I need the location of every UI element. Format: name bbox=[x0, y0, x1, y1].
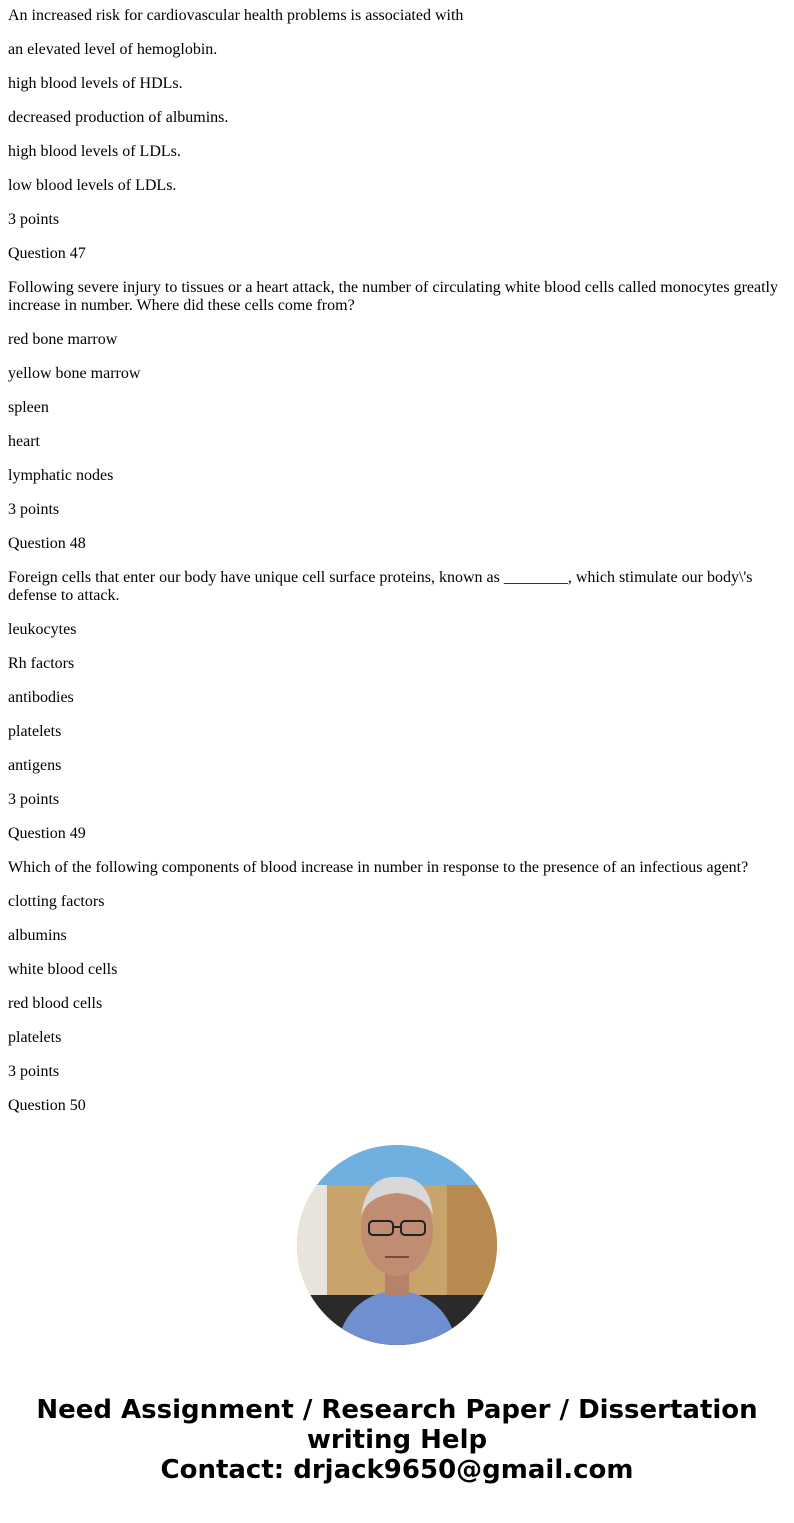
text-line: red bone marrow bbox=[8, 331, 118, 348]
text-line: yellow bone marrow bbox=[8, 365, 141, 382]
text-line: Following severe injury to tissues or a heart attack, the number of circulating white blood cells called monocytes greatly increase in number. Where did these cells come from? bbox=[8, 279, 778, 314]
text-line: An increased risk for cardiovascular health problems is associated with bbox=[8, 7, 464, 24]
promo-banner bbox=[0, 1395, 794, 1485]
text-line: high blood levels of HDLs. bbox=[8, 75, 183, 92]
text-line: Rh factors bbox=[8, 655, 75, 672]
text-line: lymphatic nodes bbox=[8, 467, 114, 484]
points-label: 3 points bbox=[8, 211, 60, 228]
text-line: Which of the following components of blood increase in number in response to the presence of an infectious agent? bbox=[8, 859, 749, 876]
text-line: heart bbox=[8, 433, 40, 450]
points-label: 3 points bbox=[8, 791, 60, 808]
question-content bbox=[8, 7, 786, 1115]
text-line: decreased production of albumins. bbox=[8, 109, 229, 126]
question-number: Question 49 bbox=[8, 825, 86, 842]
question-number: Question 48 bbox=[8, 535, 86, 552]
points-label: 3 points bbox=[8, 1063, 60, 1080]
author-photo bbox=[297, 1145, 497, 1345]
text-line: antibodies bbox=[8, 689, 74, 706]
promo-headline: Need Assignment / Research Paper / Dissertation writing Help bbox=[36, 1395, 758, 1455]
promo-contact: Contact: drjack9650@gmail.com bbox=[160, 1455, 634, 1485]
author-photo-container bbox=[8, 1145, 786, 1345]
text-line: clotting factors bbox=[8, 893, 105, 910]
text-line: platelets bbox=[8, 723, 62, 740]
text-line: an elevated level of hemoglobin. bbox=[8, 41, 218, 58]
text-line: high blood levels of LDLs. bbox=[8, 143, 181, 160]
question-number: Question 47 bbox=[8, 245, 86, 262]
text-line: spleen bbox=[8, 399, 49, 416]
text-line: white blood cells bbox=[8, 961, 118, 978]
text-line: Foreign cells that enter our body have unique cell surface proteins, known as ________, which stimulate our body\'s defense to attack. bbox=[8, 569, 753, 604]
question-number: Question 50 bbox=[8, 1097, 86, 1114]
text-line: antigens bbox=[8, 757, 62, 774]
text-line: albumins bbox=[8, 927, 67, 944]
points-label: 3 points bbox=[8, 501, 60, 518]
text-line: red blood cells bbox=[8, 995, 103, 1012]
text-line: platelets bbox=[8, 1029, 62, 1046]
text-line: low blood levels of LDLs. bbox=[8, 177, 177, 194]
text-line: leukocytes bbox=[8, 621, 77, 638]
